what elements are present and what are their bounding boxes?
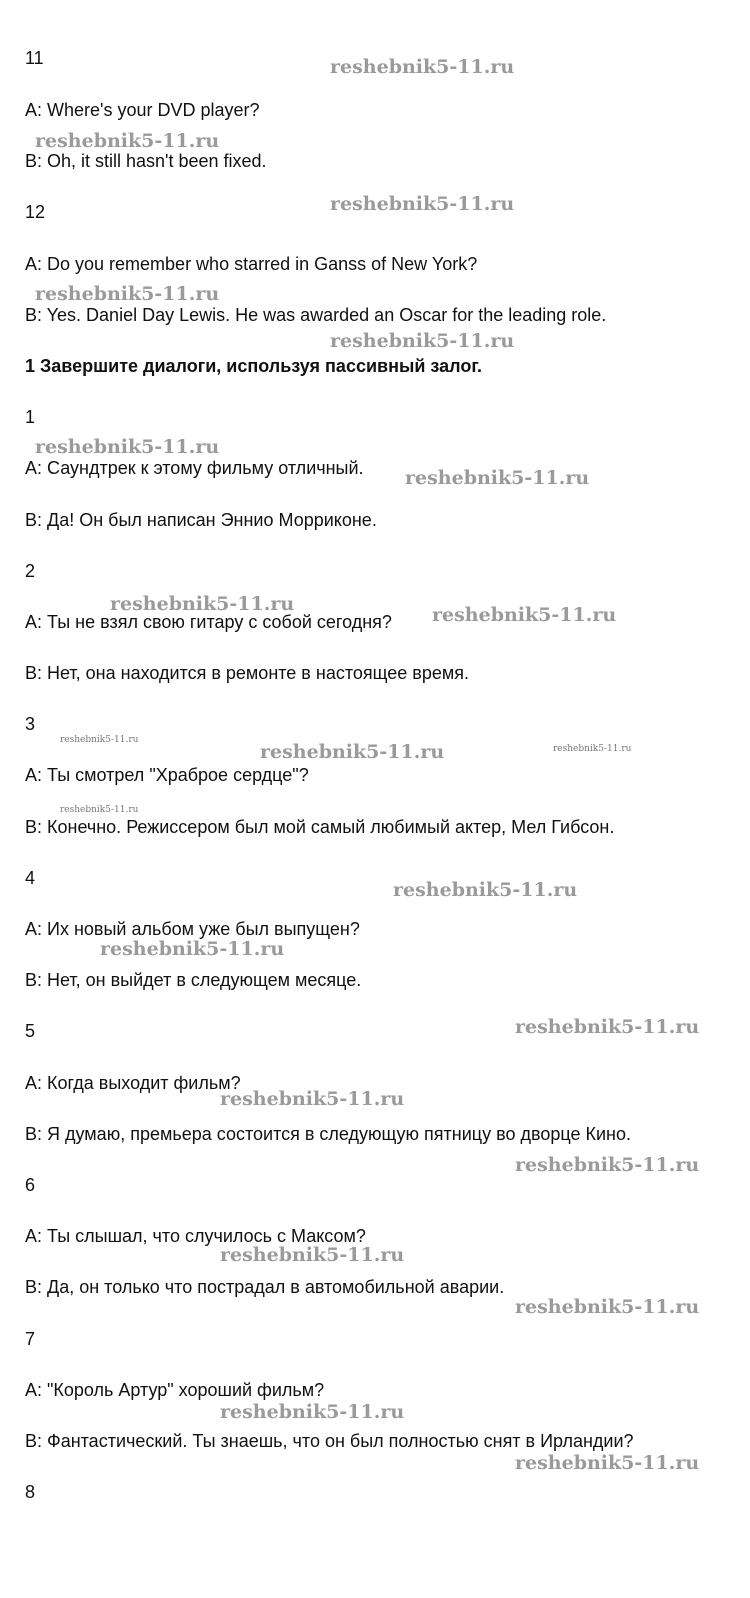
dialog-line-b: B: Yes. Daniel Day Lewis. He was awarded an Oscar for the leading role. <box>25 305 607 325</box>
dialog-line-b: В: Нет, он выйдет в следующем месяце. <box>25 970 362 990</box>
watermark: reshebnik5-11.ru <box>432 604 617 626</box>
watermark: reshebnik5-11.ru <box>553 744 632 754</box>
dialog-line-b: В: Я думаю, премьера состоится в следующую пятницу во дворце Кино. <box>25 1124 631 1144</box>
watermark: reshebnik5-11.ru <box>110 593 295 615</box>
item-number-3: 3 <box>25 714 36 734</box>
watermark: reshebnik5-11.ru <box>515 1452 700 1474</box>
item-number-7: 7 <box>25 1329 36 1349</box>
dialog-line-b: В: Нет, она находится в ремонте в настоящее время. <box>25 663 469 683</box>
exercise-heading: 1 Завершите диалоги, используя пассивный залог. <box>25 356 483 376</box>
dialog-line-a: А: Ты слышал, что случилось с Максом? <box>25 1226 366 1246</box>
watermark: reshebnik5-11.ru <box>35 283 220 305</box>
watermark: reshebnik5-11.ru <box>35 436 220 458</box>
dialog-line-a: A: Where's your DVD player? <box>25 100 260 120</box>
dialog-line-a: А: Ты не взял свою гитару с собой сегодня? <box>25 612 392 632</box>
item-number-4: 4 <box>25 868 36 888</box>
watermark: reshebnik5-11.ru <box>60 805 139 815</box>
watermark: reshebnik5-11.ru <box>35 130 220 152</box>
watermark: reshebnik5-11.ru <box>260 741 445 763</box>
watermark: reshebnik5-11.ru <box>330 330 515 352</box>
watermark: reshebnik5-11.ru <box>405 467 590 489</box>
dialog-line-b: B: Oh, it still hasn't been fixed. <box>25 151 267 171</box>
watermark: reshebnik5-11.ru <box>220 1244 405 1266</box>
item-number-2: 2 <box>25 561 36 581</box>
dialog-line-a: А: Саундтрек к этому фильму отличный. <box>25 458 364 478</box>
section-number-11: 11 <box>25 48 44 68</box>
dialog-line-a: А: Ты смотрел "Храброе сердце"? <box>25 765 309 785</box>
watermark: reshebnik5-11.ru <box>393 879 578 901</box>
dialog-line-b: В: Да! Он был написан Эннио Морриконе. <box>25 510 377 530</box>
watermark: reshebnik5-11.ru <box>515 1016 700 1038</box>
watermark: reshebnik5-11.ru <box>515 1296 700 1318</box>
dialog-line-a: A: Do you remember who starred in Ganss of New York? <box>25 254 478 274</box>
dialog-line-a: А: "Король Артур" хороший фильм? <box>25 1380 325 1400</box>
watermark: reshebnik5-11.ru <box>220 1088 405 1110</box>
watermark: reshebnik5-11.ru <box>100 938 285 960</box>
dialog-line-b: В: Да, он только что пострадал в автомобильной аварии. <box>25 1277 505 1297</box>
watermark: reshebnik5-11.ru <box>330 56 515 78</box>
item-number-1: 1 <box>25 407 36 427</box>
dialog-line-b: В: Фантастический. Ты знаешь, что он был полностью снят в Ирландии? <box>25 1431 634 1451</box>
dialog-line-a: А: Когда выходит фильм? <box>25 1073 241 1093</box>
watermark: reshebnik5-11.ru <box>330 193 515 215</box>
watermark: reshebnik5-11.ru <box>60 735 139 745</box>
watermark: reshebnik5-11.ru <box>515 1154 700 1176</box>
dialog-line-a: А: Их новый альбом уже был выпущен? <box>25 919 360 939</box>
watermark: reshebnik5-11.ru <box>220 1401 405 1423</box>
item-number-8: 8 <box>25 1482 36 1502</box>
item-number-5: 5 <box>25 1021 36 1041</box>
section-number-12: 12 <box>25 202 46 222</box>
dialog-line-b: В: Конечно. Режиссером был мой самый любимый актер, Мел Гибсон. <box>25 817 615 837</box>
item-number-6: 6 <box>25 1175 36 1195</box>
